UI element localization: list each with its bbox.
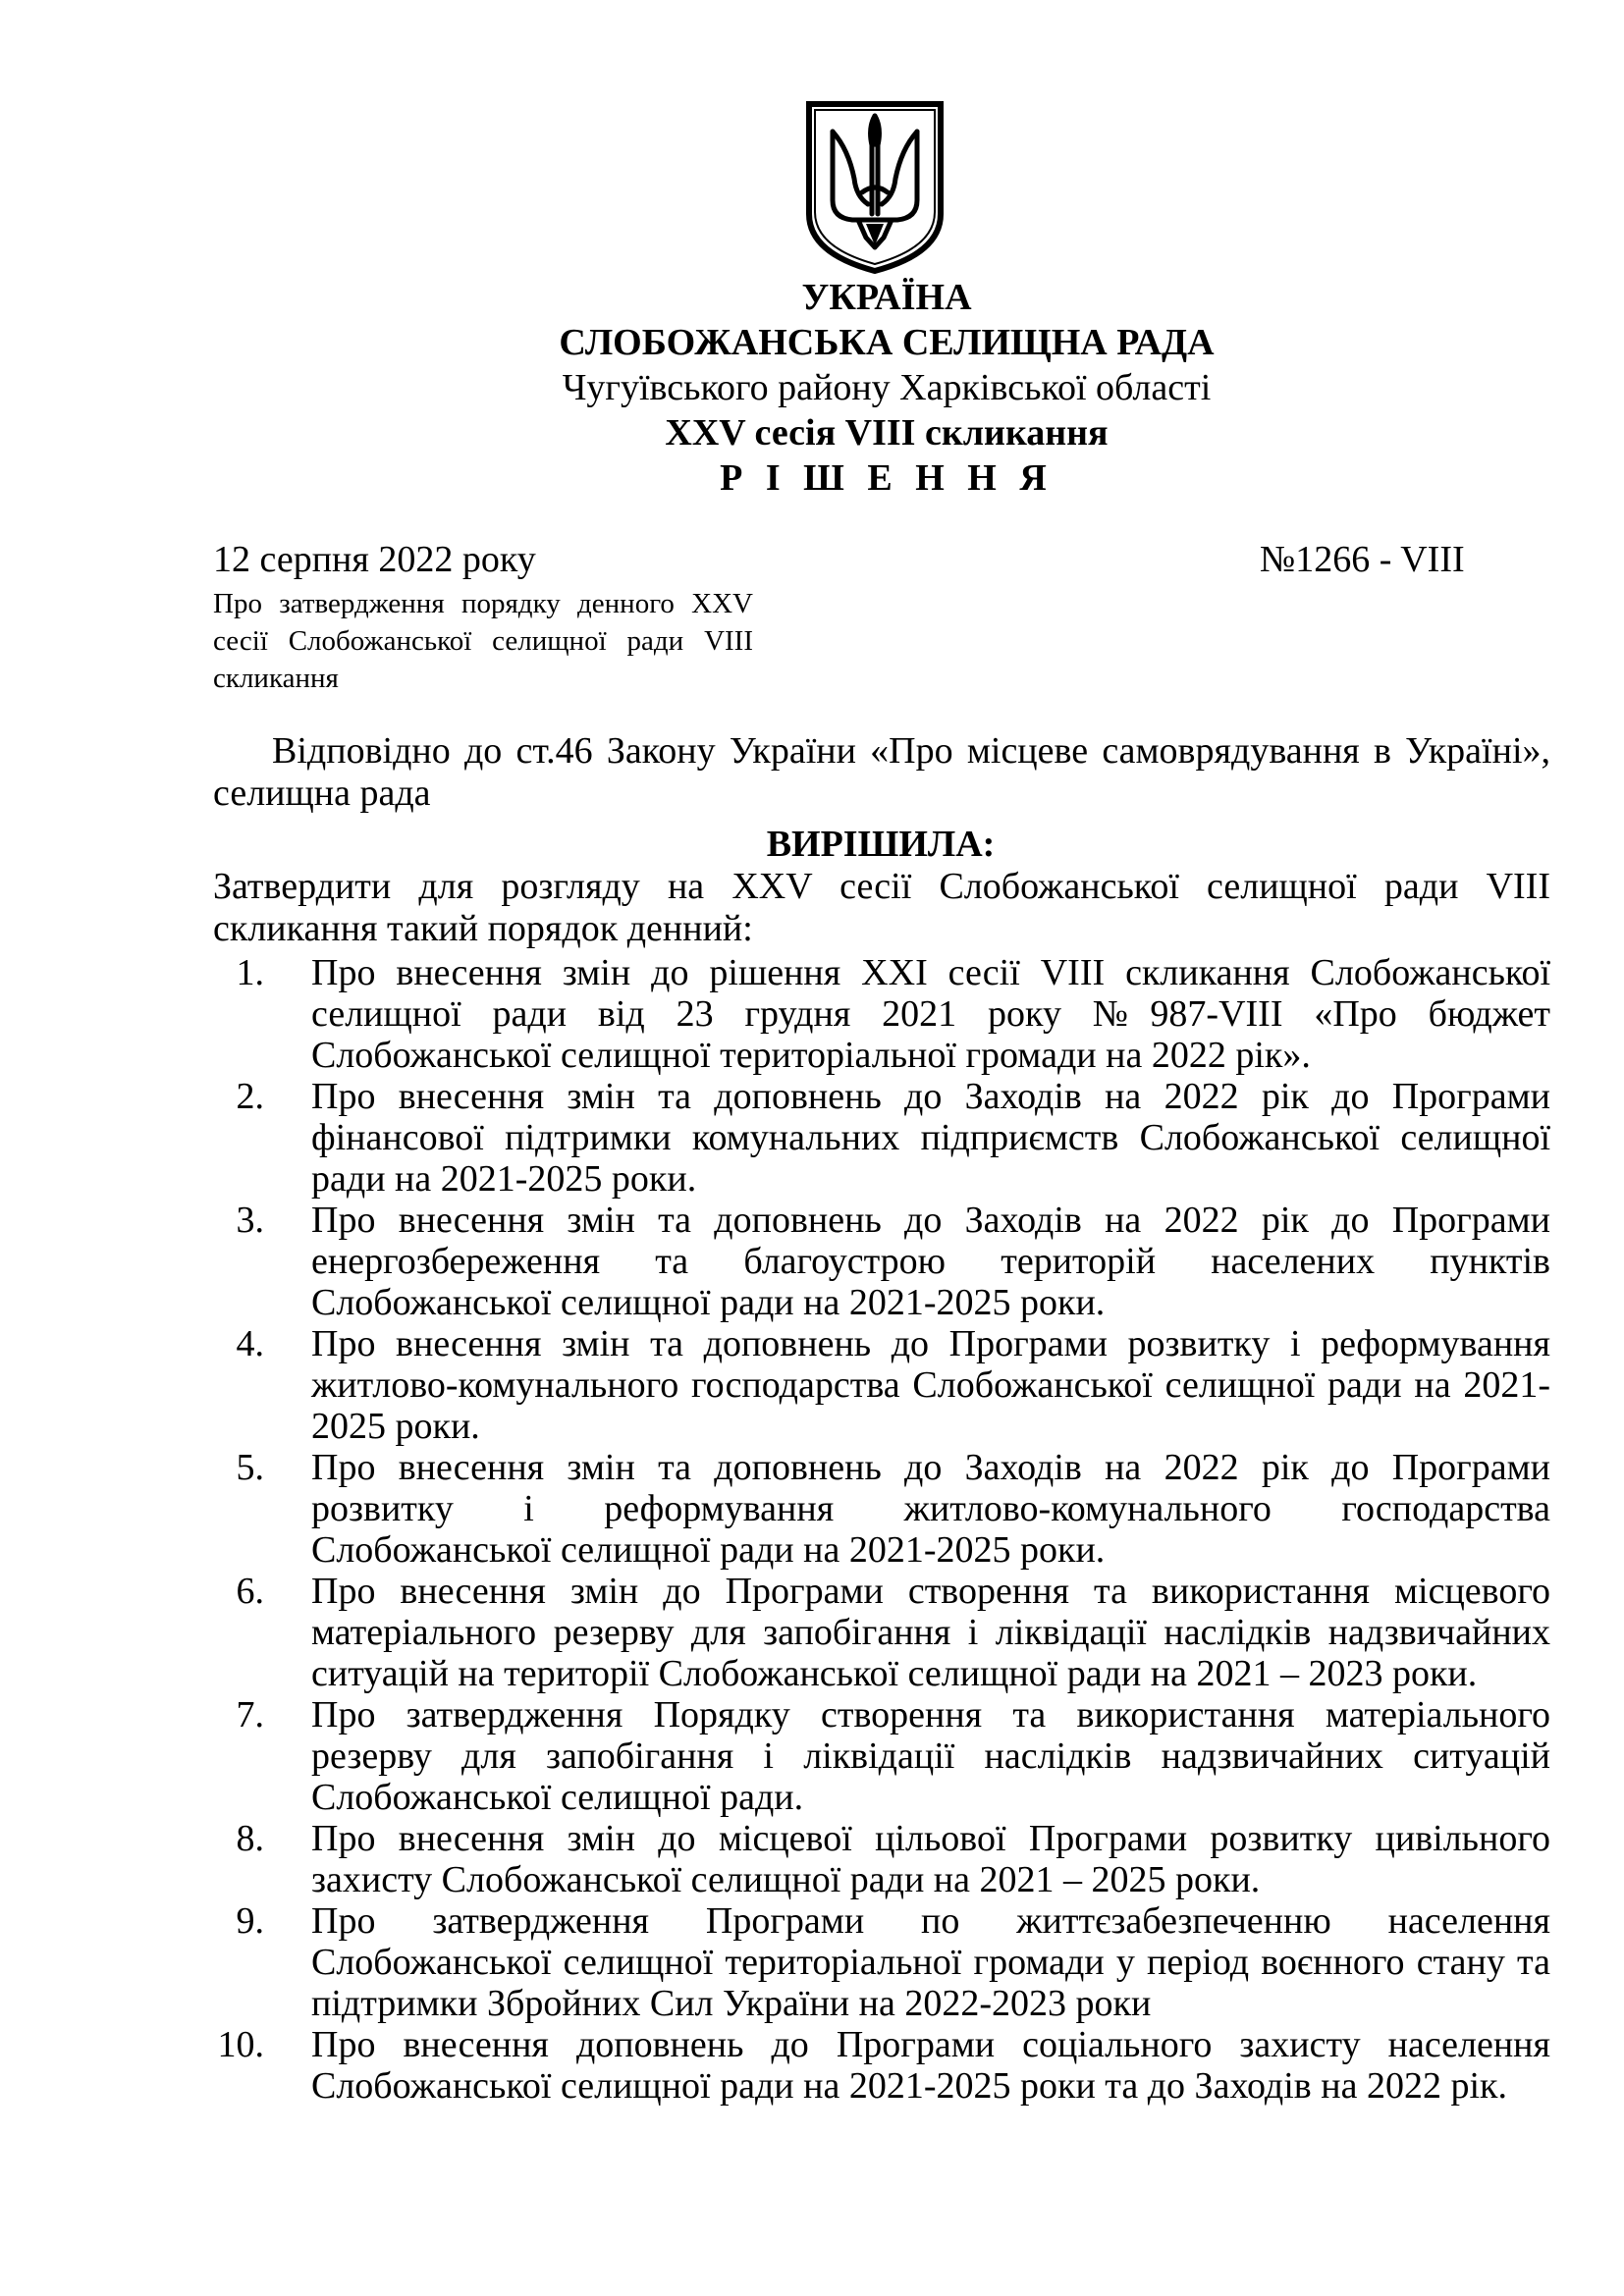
country-heading: УКРАЇНА (801, 277, 972, 318)
agenda-item-text: Про внесення змін до місцевої цільової Програми розвитку цивільного захисту Слобожанської селищної ради на 2021 – 2025 роки. (311, 1818, 1550, 1900)
agenda-item-number: 6. (236, 1571, 264, 1612)
agenda-item-text: Про внесення змін та доповнень до Заходів на 2022 рік до Програми фінансової підтримки комунальних підприємств Слобожанської селищної ради на 2021-2025 роки. (311, 1076, 1550, 1200)
agenda-item-number: 3. (236, 1200, 264, 1241)
agenda-item (213, 2024, 1550, 2107)
council-heading: СЛОБОЖАНСЬКА СЕЛИЩНА РАДА (559, 322, 1215, 363)
agenda-item (213, 1447, 1550, 1571)
agenda-item (213, 1323, 1550, 1447)
agenda-item-text: Про внесення змін до рішення XXI сесії VIII скликання Слобожанської селищної ради від 23 грудня 2021 року №987-VIII «Про бюджет Слобожанської селищної територіальної громади на 2022 рік». (311, 952, 1550, 1076)
agenda-item (213, 1200, 1550, 1323)
agenda-item-text: Про внесення змін до Програми створення та використання місцевого матеріального резерву для запобігання і ліквідації наслідків надзвичайних ситуацій на території Слобожанської селищної ради на 2021 – 2023 роки. (311, 1571, 1550, 1694)
agenda-item (213, 1076, 1550, 1200)
session-line: XXV сесія VIII скликання (665, 412, 1109, 454)
agenda-item-number: 4. (236, 1323, 264, 1364)
agenda-item-text: Про внесення змін та доповнень до Програми розвитку і реформування житлово-комунального господарства Слобожанської селищної ради на 2021-2025 роки. (311, 1323, 1550, 1447)
agenda-item-number: 2. (236, 1076, 264, 1117)
intro-paragraph: Затвердити для розгляду на XXV сесії Слобожанської селищної ради VIII скликання такий порядок денний: (213, 866, 1550, 949)
decision-number: №1266 - VIII (1260, 539, 1465, 580)
decided-heading: ВИРІШИЛА: (766, 824, 996, 865)
decision-date: 12 серпня 2022 року (213, 539, 536, 580)
agenda-item-text: Про внесення змін та доповнень до Заходів на 2022 рік до Програми енергозбереження та благоустрою територій населених пунктів Слобожанської селищної ради на 2021-2025 роки. (311, 1200, 1550, 1323)
agenda-list (213, 952, 1550, 2107)
agenda-item-number: 1. (236, 952, 264, 993)
region-line: Чугуївського району Харківської області (562, 367, 1212, 408)
document-type-heading: Р І Ш Е Н Н Я (720, 457, 1054, 499)
agenda-item (213, 952, 1550, 1076)
agenda-item (213, 1818, 1550, 1900)
decision-subject: Про затвердження порядку денного XXV сесії Слобожанської селищної ради VIII скликання (213, 588, 753, 694)
agenda-item-number: 9. (236, 1900, 264, 1942)
agenda-item (213, 1900, 1550, 2024)
coat-of-arms-icon (803, 98, 947, 275)
agenda-item-text: Про внесення змін та доповнень до Заходів на 2022 рік до Програми розвитку і реформування житлово-комунального господарства Слобожанської селищної ради на 2021-2025 роки. (311, 1447, 1550, 1571)
agenda-item-number: 10. (217, 2024, 264, 2065)
agenda-item-number: 5. (236, 1447, 264, 1488)
agenda-item (213, 1694, 1550, 1818)
agenda-item-number: 7. (236, 1694, 264, 1735)
agenda-item-number: 8. (236, 1818, 264, 1859)
agenda-item (213, 1571, 1550, 1694)
agenda-item-text: Про затвердження Програми по життєзабезпеченню населення Слобожанської селищної територіальної громади у період воєнного стану та підтримки Збройних Сил України на 2022-2023 роки (311, 1900, 1550, 2024)
document-header (0, 275, 1624, 501)
preamble-paragraph: Відповідно до ст.46 Закону України «Про місцеве самоврядування в Україні», селищна рада (213, 730, 1550, 814)
agenda-item-text: Про внесення доповнень до Програми соціального захисту населення Слобожанської селищної ради на 2021-2025 роки та до Заходів на 2022 рік. (311, 2024, 1550, 2107)
agenda-item-text: Про затвердження Порядку створення та використання матеріального резерву для запобігання і ліквідації наслідків надзвичайних ситуацій Слобожанської селищної ради. (311, 1694, 1550, 1818)
